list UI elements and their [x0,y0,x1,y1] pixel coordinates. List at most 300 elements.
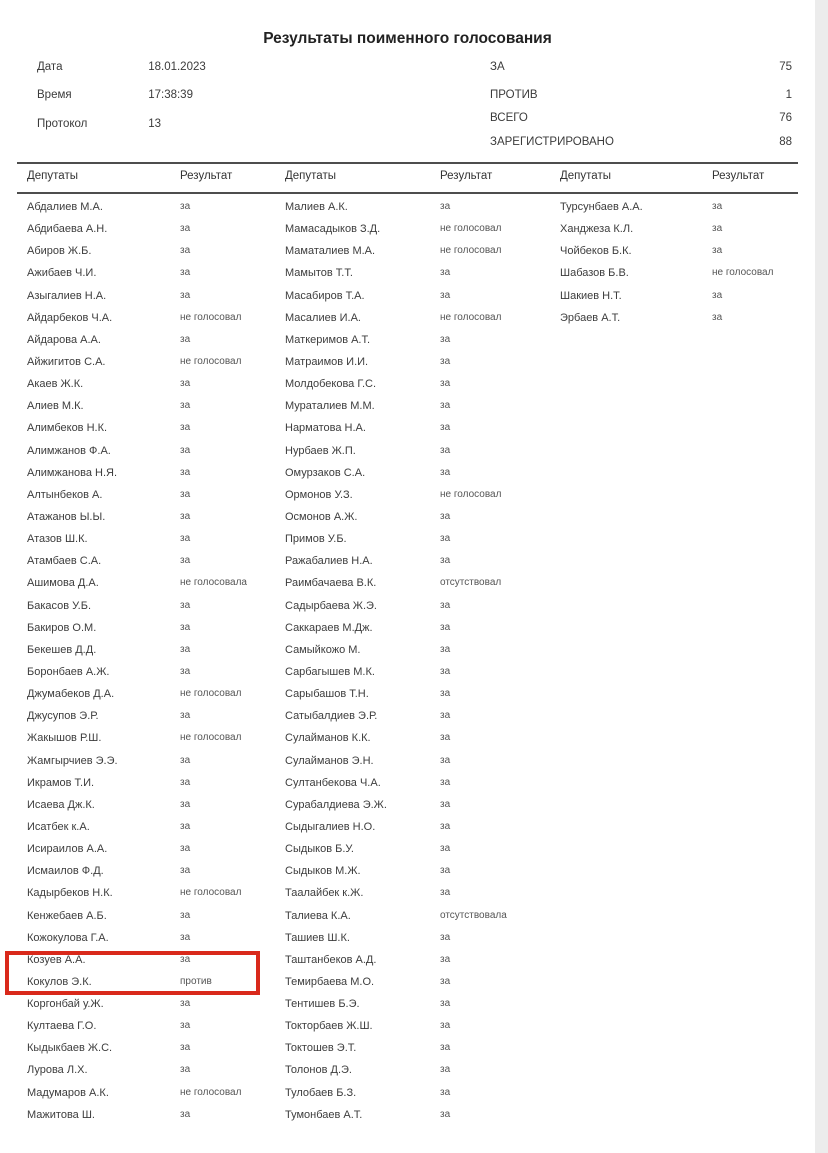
table-row [560,307,815,329]
vote-result: за [440,643,451,655]
vote-result: не голосовал [712,267,774,279]
table-row [27,750,285,772]
table-row [285,329,560,351]
summary-row-registered [490,136,792,148]
table-row [285,1059,560,1081]
deputy-name: Шабазов Б.В. [560,267,629,280]
deputy-name: Толонов Д.Э. [285,1064,352,1077]
vote-result: за [440,754,451,766]
deputy-name: Алимжанов Ф.А. [27,444,111,457]
vote-result: за [440,533,451,545]
table-row [560,285,815,307]
deputy-name: Айжигитов С.А. [27,355,106,368]
vote-result: не голосовал [440,488,502,500]
deputy-name: Нарматова Н.А. [285,422,366,435]
deputy-name: Абдибаева А.Н. [27,223,108,236]
deputy-name: Мураталиев М.М. [285,400,375,413]
vote-result: не голосовал [180,887,242,899]
vote-result: за [180,201,191,212]
deputy-name: Таштанбеков А.Д. [285,953,377,966]
table-row [285,705,560,727]
vote-result: за [180,710,191,722]
vote-result: не голосовал [180,1086,242,1098]
table-row [285,1037,560,1059]
time-value: 17:38:39 [148,89,193,101]
vote-result: за [180,931,191,943]
deputy-name: Алимбеков Н.К. [27,422,108,435]
vote-result: не голосовал [180,732,242,744]
table-row [27,1082,285,1104]
table-row [27,307,285,329]
vote-result: за [180,1020,191,1032]
column-header-deputies: Депутаты [285,170,336,182]
table-row [27,1037,285,1059]
table-row [285,971,560,993]
vote-result: за [440,1020,451,1032]
deputy-name: Турсунбаев А.А. [560,201,643,213]
table-row [285,262,560,284]
table-row [27,617,285,639]
deputy-name: Примов У.Б. [285,533,347,546]
table-row [285,218,560,240]
deputy-name: Сарбагышев М.К. [285,665,375,678]
vote-result: за [440,289,451,301]
deputy-name: Исатбек к.А. [27,820,90,833]
vote-result: не голосовал [440,223,502,235]
vote-result: за [440,887,451,899]
table-row [27,240,285,262]
divider [17,162,798,164]
vote-result: за [440,843,451,855]
table-row [285,395,560,417]
deputy-name: Сулайманов Э.Н. [285,754,374,767]
vote-result: за [440,975,451,987]
table-row [285,1104,560,1126]
vote-result: не голосовал [440,245,502,257]
deputy-name: Айдарова А.А. [27,333,101,346]
page-title: Результаты поименного голосования [263,30,552,47]
table-row [27,1015,285,1037]
vote-result: не голосовал [180,311,242,323]
date-label: Дата [37,61,63,73]
table-row [27,772,285,794]
deputy-name: Сарыбашов Т.Н. [285,688,369,701]
vote-result: за [180,1108,191,1120]
deputy-name: Тулобаев Б.З. [285,1086,357,1099]
table-row [27,860,285,882]
summary-value: 1 [785,89,792,101]
table-row [27,506,285,528]
deputy-name: Малиев А.К. [285,201,348,213]
vote-result: за [440,422,451,434]
deputy-name: Акаев Ж.К. [27,378,84,391]
table-row [27,484,285,506]
vote-result: за [180,444,191,456]
table-row [27,661,285,683]
table-row [27,462,285,484]
deputy-name: Сыдыков М.Ж. [285,865,361,878]
vote-result: за [440,621,451,633]
vote-result: за [440,400,451,412]
vote-result: за [180,510,191,522]
table-row [560,196,815,218]
table-row [285,550,560,572]
vote-result: за [440,931,451,943]
vote-result: за [712,289,723,301]
table-row [285,285,560,307]
table-row [27,395,285,417]
vote-result: за [440,555,451,567]
vote-result: не голосовал [180,355,242,367]
vote-result: за [440,466,451,478]
table-row [27,794,285,816]
table-row [27,882,285,904]
table-row [285,1082,560,1104]
deputy-name: Абиров Ж.Б. [27,245,92,258]
deputy-name: Исираилов А.А. [27,843,108,856]
column-header-result: Результат [440,170,493,182]
table-row [285,617,560,639]
deputy-name: Кыдыкбаев Ж.С. [27,1042,113,1055]
deputy-name: Мажитова Ш. [27,1108,95,1121]
table-row [27,572,285,594]
deputy-name: Мамытов Т.Т. [285,267,353,280]
deputy-name: Абдалиев М.А. [27,201,103,213]
deputy-name: Ражабалиев Н.А. [285,555,373,568]
vote-result: за [180,909,191,921]
table-row [285,462,560,484]
vote-result: за [180,488,191,500]
vote-result: за [180,245,191,257]
deputy-name: Атазов Ш.К. [27,533,88,546]
deputy-name: Исаева Дж.К. [27,798,95,811]
deputy-name: Алиев М.К. [27,400,84,413]
deputy-name: Тентишев Б.Э. [285,998,360,1011]
deputy-name: Ашимова Д.А. [27,577,99,590]
vote-result: за [440,510,451,522]
deputy-name: Темирбаева М.О. [285,975,375,988]
deputy-name: Коргонбай у.Ж. [27,998,104,1011]
table-row [285,860,560,882]
table-header [0,170,815,182]
divider [17,192,798,194]
highlight-box [5,951,260,995]
deputy-name: Лурова Л.Х. [27,1064,88,1077]
column-header-deputies: Депутаты [560,170,611,182]
table-row [285,440,560,462]
meta-date [37,61,206,73]
deputy-name: Ташиев Ш.К. [285,931,350,944]
vote-result: за [440,599,451,611]
vote-result: за [180,953,191,965]
table-row [285,750,560,772]
deputy-name: Шакиев Н.Т. [560,289,622,302]
vote-result: за [180,621,191,633]
table-row [27,351,285,373]
deputy-name: Атажанов Ы.Ы. [27,510,106,523]
deputy-name: Масалиев И.А. [285,311,361,324]
deputy-name: Атамбаев С.А. [27,555,102,568]
deputy-name: Боронбаев А.Ж. [27,665,110,678]
vote-result: за [180,865,191,877]
deputy-name: Мадумаров А.К. [27,1086,109,1099]
summary-label: ЗАРЕГИСТРИРОВАНО [490,136,614,148]
vote-result: за [180,820,191,832]
table-row [285,683,560,705]
table-row [285,351,560,373]
deputy-name: Ормонов У.З. [285,488,353,501]
table-row [285,882,560,904]
table-row [285,949,560,971]
deputy-name: Сулайманов К.К. [285,732,371,745]
vote-result: за [180,998,191,1010]
table-row [27,905,285,927]
column-header-deputies: Депутаты [27,170,78,182]
deputy-name: Маматалиев М.А. [285,245,376,258]
summary-label: ЗА [490,61,505,73]
table-row [27,329,285,351]
vote-result: за [180,665,191,677]
table-row [285,816,560,838]
vote-result: за [440,1064,451,1076]
deputy-name: Мамасадыков З.Д. [285,223,381,236]
table-row [27,993,285,1015]
table-row [285,927,560,949]
deputy-name: Ханджеза К.Л. [560,223,634,236]
vote-result: не голосовала [180,577,247,589]
table-row [27,1104,285,1126]
table-row [27,417,285,439]
deputy-name: Маткеримов А.Т. [285,333,371,346]
vote-result: за [180,643,191,655]
protocol-value: 13 [148,118,161,130]
vote-result: за [180,798,191,810]
vote-result: за [440,333,451,345]
summary-row-total [490,112,792,124]
protocol-label: Протокол [37,118,88,130]
deputy-name: Сурабалдиева Э.Ж. [285,798,387,811]
vote-result: за [440,1086,451,1098]
deputy-name: Султанбекова Ч.А. [285,776,381,789]
vote-result: за [180,555,191,567]
deputy-name: Алтынбеков А. [27,488,103,501]
table-row [285,661,560,683]
vote-result: за [180,1064,191,1076]
vote-result: за [440,355,451,367]
deputy-name: Таалайбек к.Ж. [285,887,364,900]
vote-result: за [440,267,451,279]
vote-result: за [180,599,191,611]
vote-result: за [440,865,451,877]
vote-result: за [180,776,191,788]
table-row [560,262,815,284]
table-row [285,772,560,794]
table-row [27,683,285,705]
deputy-name: Чойбеков Б.К. [560,245,632,258]
table-row [285,307,560,329]
deputy-name: Масабиров Т.А. [285,289,365,302]
date-value: 18.01.2023 [148,61,206,73]
table-row [27,1059,285,1081]
deputy-name: Матраимов И.И. [285,355,369,368]
column-header-result: Результат [712,170,765,182]
deputy-name: Сыдыгалиев Н.О. [285,820,376,833]
vote-result: за [180,422,191,434]
deputy-name: Самыйкожо М. [285,643,361,656]
table-row [285,1015,560,1037]
vote-result: за [712,223,723,235]
table-row [27,550,285,572]
table-row [27,927,285,949]
table-row [27,816,285,838]
summary-value: 76 [779,112,792,124]
summary-row-against [490,89,792,101]
table-row [560,218,815,240]
deputy-name: Кокулов Э.К. [27,975,92,988]
table-row [27,528,285,550]
vote-result: за [180,466,191,478]
deputy-name: Осмонов А.Ж. [285,510,358,523]
table-row [27,440,285,462]
table-row [285,240,560,262]
vote-result: против [180,975,212,987]
vote-result: за [712,311,723,323]
vote-result: за [180,333,191,345]
deputy-name: Култаева Г.О. [27,1020,97,1033]
vote-result: за [440,444,451,456]
vote-result: за [180,533,191,545]
vote-result: не голосовал [180,688,242,700]
vote-result: за [440,953,451,965]
meta-protocol [37,118,161,130]
deputy-name: Бакасов У.Б. [27,599,92,612]
vote-result: за [712,201,723,212]
vote-result: за [180,223,191,235]
table-row [27,196,285,218]
deputy-name: Кадырбеков Н.К. [27,887,113,900]
vote-result: за [440,798,451,810]
deputy-name: Раимбачаева В.К. [285,577,377,590]
deputy-name: Азыгалиев Н.А. [27,289,107,302]
vote-result: за [180,289,191,301]
vote-result: отсутствовала [440,909,507,921]
column-header-result: Результат [180,170,233,182]
deputy-name: Омурзаков С.А. [285,466,366,479]
vote-result: за [440,378,451,390]
vote-result: за [180,754,191,766]
deputy-name: Нурбаев Ж.П. [285,444,356,457]
deputy-name: Садырбаева Ж.Э. [285,599,377,612]
meta-time [37,89,193,101]
table-row [27,262,285,284]
table-row [285,993,560,1015]
vote-result: за [440,1042,451,1054]
deputy-name: Саккараев М.Дж. [285,621,373,634]
deputy-name: Айдарбеков Ч.А. [27,311,113,324]
summary-label: ПРОТИВ [490,89,538,101]
vote-result: за [440,201,451,212]
vote-result: за [440,998,451,1010]
vote-result: отсутствовал [440,577,502,589]
summary-row-for [490,61,792,73]
table-row [285,905,560,927]
table-row [285,528,560,550]
summary-label: ВСЕГО [490,112,528,124]
table-row [285,595,560,617]
deputy-name: Сыдыков Б.У. [285,843,354,856]
table-row [27,218,285,240]
table-row [285,639,560,661]
table-row [285,484,560,506]
table-row [560,240,815,262]
deputy-name: Кенжебаев А.Б. [27,909,107,922]
table-row [27,639,285,661]
deputy-name: Токтошев Э.Т. [285,1042,357,1055]
table-row [27,727,285,749]
vote-result: за [180,400,191,412]
deputy-name: Кожокулова Г.А. [27,931,109,944]
table-row [285,373,560,395]
deputy-name: Эрбаев А.Т. [560,311,621,324]
vote-result: за [712,245,723,257]
summary-value: 88 [779,136,792,148]
deputy-name: Бакиров О.М. [27,621,97,634]
table-row [27,705,285,727]
table-row [27,595,285,617]
table-row [285,727,560,749]
vote-result: за [440,1108,451,1120]
deputy-name: Ажибаев Ч.И. [27,267,97,280]
deputy-name: Жамгырчиев Э.Э. [27,754,118,767]
table-row [27,285,285,307]
deputy-name: Джумабеков Д.А. [27,688,115,701]
table-row [285,794,560,816]
deputy-name: Жакышов Р.Ш. [27,732,102,745]
table-row [285,838,560,860]
summary-value: 75 [779,61,792,73]
deputy-name: Козуев А.А. [27,953,86,966]
deputy-name: Алимжанова Н.Я. [27,466,118,479]
deputies-column-2 [285,196,560,1126]
vote-result: за [440,820,451,832]
deputy-name: Исмаилов Ф.Д. [27,865,104,878]
vote-result: за [180,267,191,279]
vote-result: не голосовал [440,311,502,323]
vote-result: за [440,776,451,788]
deputy-name: Талиева К.А. [285,909,351,922]
deputy-name: Сатыбалдиев Э.Р. [285,710,378,723]
table-row [285,506,560,528]
table-row [27,838,285,860]
deputy-name: Бекешев Д.Д. [27,643,97,656]
vote-result: за [440,665,451,677]
vote-result: за [180,378,191,390]
vote-result: за [180,1042,191,1054]
table-row [285,196,560,218]
time-label: Время [37,89,72,101]
table-row [27,373,285,395]
deputy-name: Тумонбаев А.Т. [285,1108,363,1121]
table-row [285,572,560,594]
table-row [285,417,560,439]
vote-result: за [440,732,451,744]
vote-result: за [440,710,451,722]
vote-result: за [180,843,191,855]
deputy-name: Икрамов Т.И. [27,776,95,789]
vote-result: за [440,688,451,700]
deputy-name: Молдобекова Г.С. [285,378,377,391]
deputies-column-3 [560,196,815,1126]
